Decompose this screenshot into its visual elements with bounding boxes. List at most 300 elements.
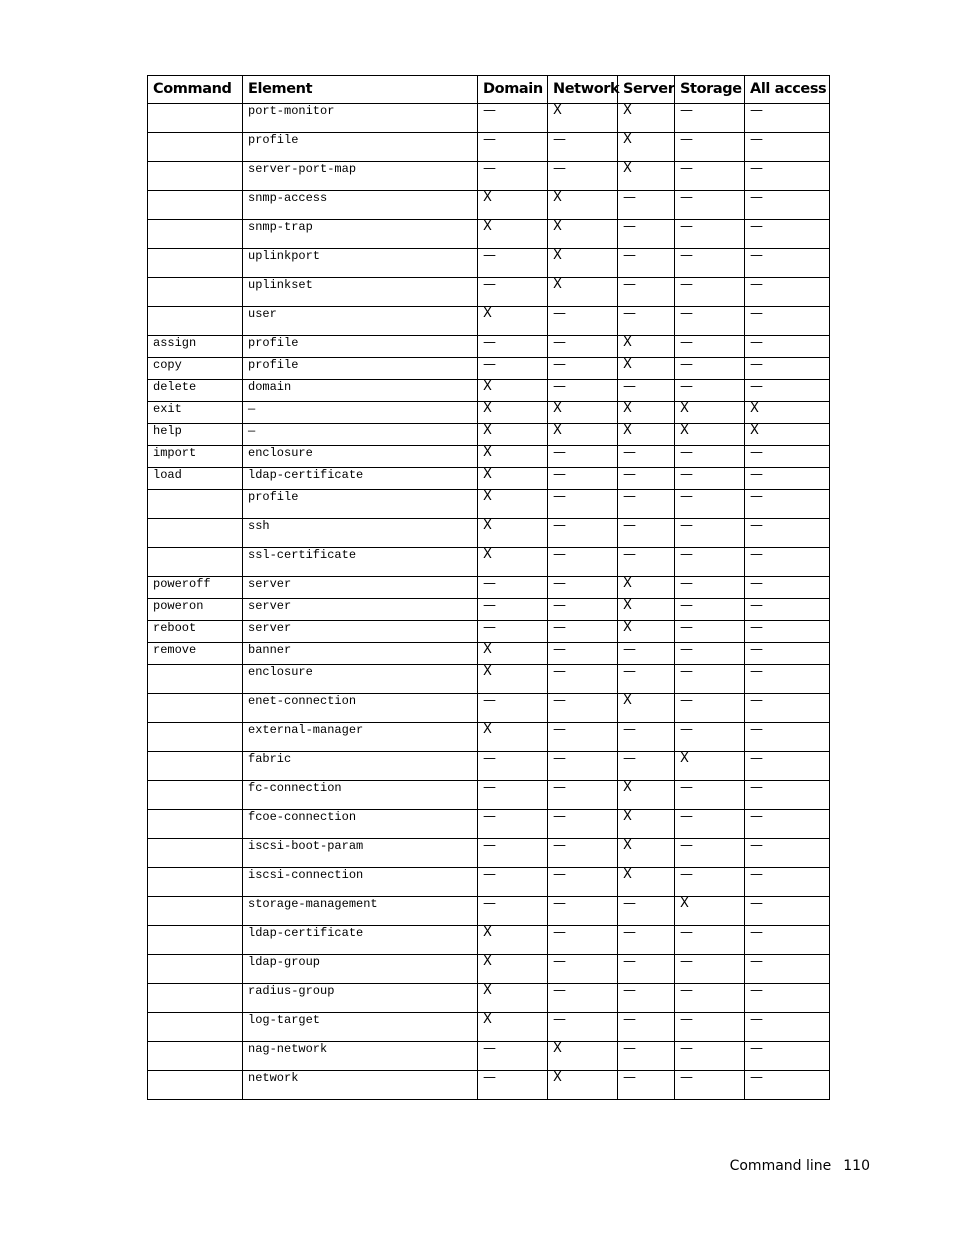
all-access-cell: — (745, 191, 830, 220)
server-cell: X (618, 868, 675, 897)
storage-cell: — (675, 1071, 745, 1100)
element-cell: server (243, 599, 478, 621)
storage-cell: — (675, 307, 745, 336)
element-cell: enclosure (243, 665, 478, 694)
network-cell: — (548, 599, 618, 621)
domain-cell: X (478, 490, 548, 519)
server-cell: X (618, 402, 675, 424)
footer-section-title: Command line (729, 1158, 832, 1174)
server-cell: X (618, 839, 675, 868)
server-cell: — (618, 220, 675, 249)
network-cell: X (548, 191, 618, 220)
network-cell: — (548, 1013, 618, 1042)
element-cell: iscsi-boot-param (243, 839, 478, 868)
element-cell: — (243, 424, 478, 446)
storage-cell: — (675, 468, 745, 490)
command-cell (148, 220, 243, 249)
domain-cell: — (478, 599, 548, 621)
domain-cell: X (478, 220, 548, 249)
command-cell: copy (148, 358, 243, 380)
command-cell (148, 519, 243, 548)
table-row (148, 446, 830, 468)
server-cell: — (618, 490, 675, 519)
element-cell: server (243, 577, 478, 599)
server-cell: — (618, 665, 675, 694)
domain-cell: — (478, 1071, 548, 1100)
table-row (148, 307, 830, 336)
server-cell: — (618, 643, 675, 665)
network-cell: — (548, 665, 618, 694)
command-cell: reboot (148, 621, 243, 643)
network-cell: — (548, 752, 618, 781)
network-cell: — (548, 548, 618, 577)
network-cell: — (548, 446, 618, 468)
element-cell: network (243, 1071, 478, 1100)
all-access-cell: — (745, 723, 830, 752)
storage-cell: X (675, 897, 745, 926)
domain-cell: X (478, 984, 548, 1013)
command-cell (148, 984, 243, 1013)
command-cell (148, 665, 243, 694)
server-cell: X (618, 694, 675, 723)
table-row (148, 955, 830, 984)
storage-cell: — (675, 723, 745, 752)
table-row (148, 621, 830, 643)
domain-cell: X (478, 446, 548, 468)
domain-cell: X (478, 1013, 548, 1042)
all-access-cell: — (745, 278, 830, 307)
network-cell: — (548, 577, 618, 599)
command-cell (148, 191, 243, 220)
domain-cell: X (478, 424, 548, 446)
network-cell: X (548, 104, 618, 133)
storage-cell: — (675, 446, 745, 468)
all-access-cell: — (745, 1013, 830, 1042)
server-cell: X (618, 810, 675, 839)
all-access-cell: — (745, 446, 830, 468)
element-cell: storage-management (243, 897, 478, 926)
domain-cell: X (478, 402, 548, 424)
element-cell: domain (243, 380, 478, 402)
table-row (148, 752, 830, 781)
storage-cell: X (675, 752, 745, 781)
storage-cell: — (675, 955, 745, 984)
element-cell: iscsi-connection (243, 868, 478, 897)
storage-cell: — (675, 694, 745, 723)
element-cell: user (243, 307, 478, 336)
storage-cell: — (675, 1042, 745, 1071)
all-access-cell: — (745, 1071, 830, 1100)
table-row (148, 926, 830, 955)
server-cell: X (618, 577, 675, 599)
table-row (148, 984, 830, 1013)
all-access-cell: — (745, 781, 830, 810)
header-all-access: All access (745, 76, 830, 104)
server-cell: — (618, 955, 675, 984)
server-cell: X (618, 424, 675, 446)
header-command: Command (148, 76, 243, 104)
domain-cell: — (478, 162, 548, 191)
server-cell: — (618, 468, 675, 490)
server-cell: X (618, 133, 675, 162)
domain-cell: — (478, 104, 548, 133)
header-network: Network (548, 76, 618, 104)
network-cell: — (548, 955, 618, 984)
server-cell: — (618, 752, 675, 781)
domain-cell: — (478, 839, 548, 868)
table-row (148, 665, 830, 694)
table-row (148, 723, 830, 752)
domain-cell: — (478, 336, 548, 358)
element-cell: server-port-map (243, 162, 478, 191)
server-cell: — (618, 984, 675, 1013)
table-row (148, 380, 830, 402)
table-row (148, 249, 830, 278)
table-row (148, 1071, 830, 1100)
element-cell: banner (243, 643, 478, 665)
storage-cell: — (675, 490, 745, 519)
domain-cell: X (478, 926, 548, 955)
all-access-cell: — (745, 897, 830, 926)
table-row (148, 548, 830, 577)
storage-cell: — (675, 162, 745, 191)
command-cell (148, 781, 243, 810)
command-cell (148, 104, 243, 133)
network-cell: — (548, 810, 618, 839)
permissions-table (147, 75, 830, 1100)
command-cell (148, 694, 243, 723)
element-cell: ldap-certificate (243, 468, 478, 490)
table-row (148, 577, 830, 599)
element-cell: ssh (243, 519, 478, 548)
server-cell: X (618, 162, 675, 191)
table-row (148, 358, 830, 380)
domain-cell: — (478, 781, 548, 810)
command-cell (148, 133, 243, 162)
storage-cell: — (675, 599, 745, 621)
element-cell: profile (243, 490, 478, 519)
command-cell (148, 810, 243, 839)
element-cell: server (243, 621, 478, 643)
table-row (148, 519, 830, 548)
table-row (148, 643, 830, 665)
domain-cell: — (478, 810, 548, 839)
all-access-cell: — (745, 926, 830, 955)
storage-cell: — (675, 336, 745, 358)
table-row (148, 191, 830, 220)
all-access-cell: — (745, 358, 830, 380)
network-cell: X (548, 220, 618, 249)
table-row (148, 468, 830, 490)
domain-cell: X (478, 665, 548, 694)
domain-cell: — (478, 694, 548, 723)
network-cell: — (548, 694, 618, 723)
storage-cell: — (675, 220, 745, 249)
table-row (148, 402, 830, 424)
server-cell: — (618, 1071, 675, 1100)
command-cell (148, 868, 243, 897)
element-cell: nag-network (243, 1042, 478, 1071)
storage-cell: X (675, 424, 745, 446)
header-storage: Storage (675, 76, 745, 104)
all-access-cell: — (745, 162, 830, 191)
server-cell: — (618, 926, 675, 955)
table-row (148, 1013, 830, 1042)
command-cell: exit (148, 402, 243, 424)
table-row (148, 278, 830, 307)
table-row (148, 810, 830, 839)
storage-cell: — (675, 643, 745, 665)
element-cell: ldap-group (243, 955, 478, 984)
element-cell: fcoe-connection (243, 810, 478, 839)
command-cell: poweron (148, 599, 243, 621)
storage-cell: — (675, 577, 745, 599)
element-cell: ssl-certificate (243, 548, 478, 577)
header-server: Server (618, 76, 675, 104)
domain-cell: X (478, 643, 548, 665)
network-cell: — (548, 380, 618, 402)
storage-cell: — (675, 191, 745, 220)
element-cell: snmp-access (243, 191, 478, 220)
storage-cell: — (675, 781, 745, 810)
all-access-cell: — (745, 336, 830, 358)
command-cell (148, 926, 243, 955)
server-cell: — (618, 548, 675, 577)
domain-cell: — (478, 249, 548, 278)
storage-cell: — (675, 278, 745, 307)
all-access-cell: — (745, 307, 830, 336)
server-cell: X (618, 104, 675, 133)
element-cell: radius-group (243, 984, 478, 1013)
command-cell: delete (148, 380, 243, 402)
header-domain: Domain (478, 76, 548, 104)
network-cell: — (548, 868, 618, 897)
network-cell: X (548, 1071, 618, 1100)
element-cell: enclosure (243, 446, 478, 468)
domain-cell: — (478, 577, 548, 599)
server-cell: X (618, 358, 675, 380)
domain-cell: X (478, 519, 548, 548)
all-access-cell: — (745, 665, 830, 694)
table-header-row (148, 76, 830, 104)
all-access-cell: — (745, 984, 830, 1013)
element-cell: fabric (243, 752, 478, 781)
command-cell (148, 723, 243, 752)
all-access-cell: — (745, 810, 830, 839)
command-cell: help (148, 424, 243, 446)
domain-cell: X (478, 380, 548, 402)
element-cell: fc-connection (243, 781, 478, 810)
command-cell (148, 162, 243, 191)
server-cell: — (618, 278, 675, 307)
all-access-cell: — (745, 519, 830, 548)
element-cell: port-monitor (243, 104, 478, 133)
network-cell: — (548, 133, 618, 162)
network-cell: — (548, 781, 618, 810)
network-cell: — (548, 621, 618, 643)
command-cell (148, 490, 243, 519)
element-cell: profile (243, 336, 478, 358)
server-cell: — (618, 1013, 675, 1042)
domain-cell: — (478, 278, 548, 307)
all-access-cell: — (745, 955, 830, 984)
storage-cell: — (675, 249, 745, 278)
network-cell: — (548, 897, 618, 926)
command-cell (148, 278, 243, 307)
domain-cell: X (478, 468, 548, 490)
all-access-cell: X (745, 424, 830, 446)
network-cell: — (548, 162, 618, 191)
element-cell: enet-connection (243, 694, 478, 723)
storage-cell: X (675, 402, 745, 424)
command-cell: assign (148, 336, 243, 358)
network-cell: — (548, 336, 618, 358)
command-cell: poweroff (148, 577, 243, 599)
all-access-cell: — (745, 548, 830, 577)
command-cell: load (148, 468, 243, 490)
domain-cell: — (478, 358, 548, 380)
server-cell: X (618, 621, 675, 643)
domain-cell: X (478, 307, 548, 336)
table-row (148, 220, 830, 249)
network-cell: — (548, 358, 618, 380)
table-row (148, 104, 830, 133)
all-access-cell: X (745, 402, 830, 424)
server-cell: — (618, 1042, 675, 1071)
storage-cell: — (675, 548, 745, 577)
element-cell: snmp-trap (243, 220, 478, 249)
server-cell: — (618, 307, 675, 336)
table-row (148, 424, 830, 446)
all-access-cell: — (745, 621, 830, 643)
network-cell: X (548, 249, 618, 278)
network-cell: — (548, 723, 618, 752)
all-access-cell: — (745, 133, 830, 162)
element-cell: external-manager (243, 723, 478, 752)
table-row (148, 781, 830, 810)
command-cell (148, 839, 243, 868)
all-access-cell: — (745, 839, 830, 868)
network-cell: X (548, 402, 618, 424)
domain-cell: — (478, 752, 548, 781)
storage-cell: — (675, 133, 745, 162)
table-row (148, 1042, 830, 1071)
storage-cell: — (675, 621, 745, 643)
domain-cell: — (478, 621, 548, 643)
all-access-cell: — (745, 868, 830, 897)
table-row (148, 162, 830, 191)
storage-cell: — (675, 926, 745, 955)
all-access-cell: — (745, 643, 830, 665)
all-access-cell: — (745, 599, 830, 621)
command-cell (148, 955, 243, 984)
command-cell: import (148, 446, 243, 468)
storage-cell: — (675, 665, 745, 694)
command-cell (148, 249, 243, 278)
all-access-cell: — (745, 220, 830, 249)
table-row (148, 694, 830, 723)
page-number: 110 (843, 1158, 870, 1174)
element-cell: uplinkport (243, 249, 478, 278)
all-access-cell: — (745, 752, 830, 781)
domain-cell: X (478, 548, 548, 577)
element-cell: — (243, 402, 478, 424)
page-footer (730, 1158, 870, 1174)
storage-cell: — (675, 1013, 745, 1042)
all-access-cell: — (745, 104, 830, 133)
storage-cell: — (675, 839, 745, 868)
all-access-cell: — (745, 249, 830, 278)
network-cell: — (548, 519, 618, 548)
storage-cell: — (675, 519, 745, 548)
server-cell: — (618, 380, 675, 402)
domain-cell: X (478, 191, 548, 220)
network-cell: — (548, 643, 618, 665)
server-cell: — (618, 249, 675, 278)
domain-cell: — (478, 133, 548, 162)
domain-cell: — (478, 897, 548, 926)
network-cell: X (548, 1042, 618, 1071)
network-cell: X (548, 278, 618, 307)
server-cell: X (618, 781, 675, 810)
server-cell: — (618, 446, 675, 468)
all-access-cell: — (745, 380, 830, 402)
storage-cell: — (675, 358, 745, 380)
command-cell (148, 548, 243, 577)
network-cell: — (548, 468, 618, 490)
command-cell (148, 1013, 243, 1042)
domain-cell: — (478, 868, 548, 897)
command-cell (148, 1042, 243, 1071)
table-row (148, 868, 830, 897)
network-cell: — (548, 307, 618, 336)
server-cell: — (618, 191, 675, 220)
command-cell (148, 897, 243, 926)
all-access-cell: — (745, 694, 830, 723)
all-access-cell: — (745, 1042, 830, 1071)
storage-cell: — (675, 104, 745, 133)
command-cell (148, 752, 243, 781)
element-cell: log-target (243, 1013, 478, 1042)
network-cell: — (548, 926, 618, 955)
command-cell (148, 1071, 243, 1100)
table-row (148, 336, 830, 358)
server-cell: X (618, 336, 675, 358)
network-cell: — (548, 490, 618, 519)
domain-cell: X (478, 955, 548, 984)
element-cell: profile (243, 133, 478, 162)
domain-cell: X (478, 723, 548, 752)
table-row (148, 897, 830, 926)
server-cell: X (618, 599, 675, 621)
element-cell: ldap-certificate (243, 926, 478, 955)
command-cell: remove (148, 643, 243, 665)
element-cell: profile (243, 358, 478, 380)
header-element: Element (243, 76, 478, 104)
all-access-cell: — (745, 577, 830, 599)
table-row (148, 133, 830, 162)
network-cell: — (548, 984, 618, 1013)
network-cell: — (548, 839, 618, 868)
storage-cell: — (675, 984, 745, 1013)
all-access-cell: — (745, 468, 830, 490)
storage-cell: — (675, 810, 745, 839)
network-cell: X (548, 424, 618, 446)
element-cell: uplinkset (243, 278, 478, 307)
table-row (148, 490, 830, 519)
storage-cell: — (675, 380, 745, 402)
domain-cell: — (478, 1042, 548, 1071)
